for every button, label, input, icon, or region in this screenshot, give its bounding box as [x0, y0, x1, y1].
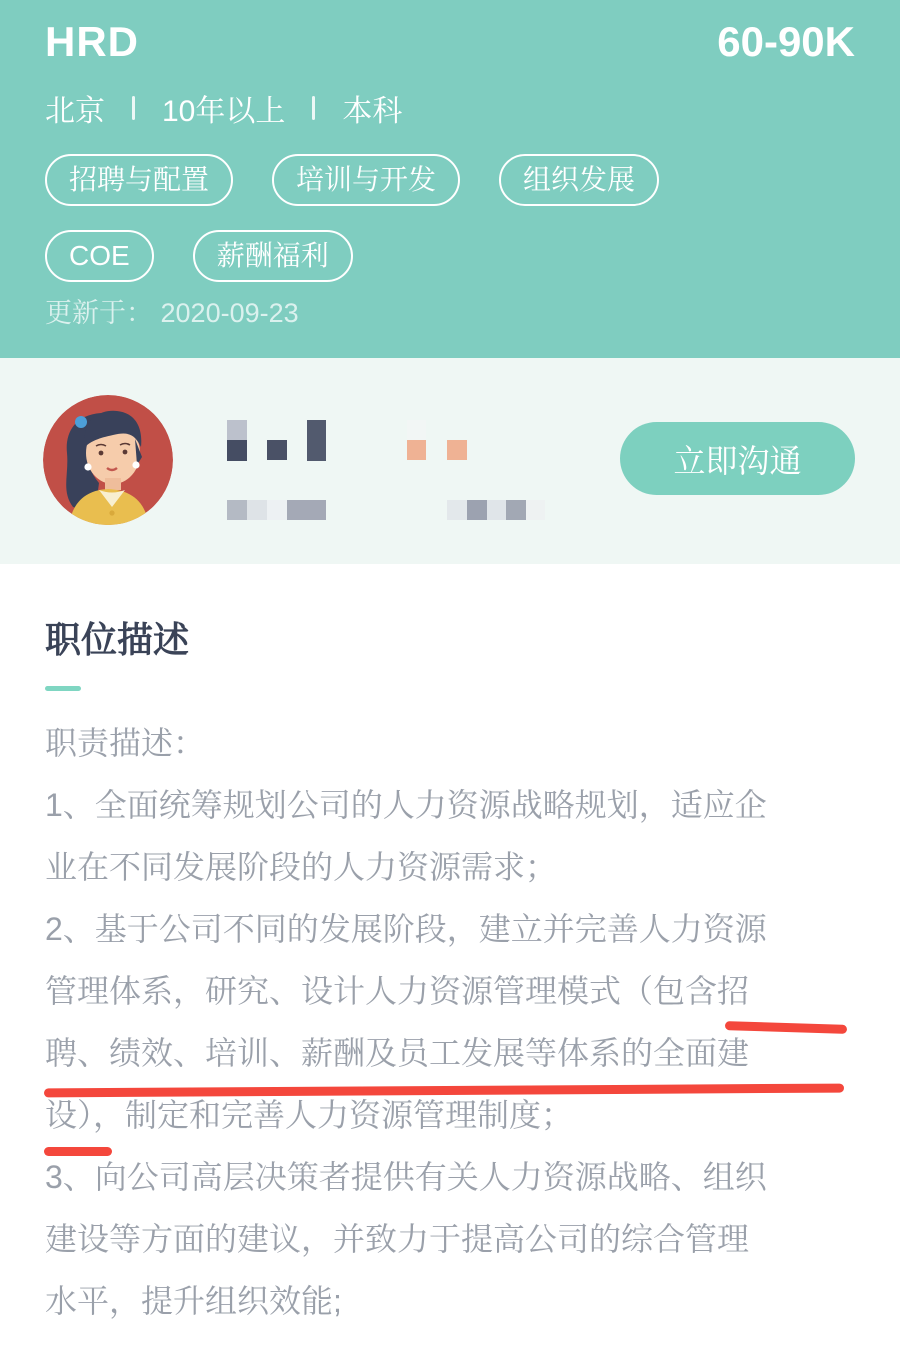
salary-range: 60-90K: [717, 18, 855, 65]
tag-recruiting: 招聘与配置: [45, 154, 233, 206]
meta-separator: [132, 96, 135, 120]
recruiter-card: [0, 358, 900, 564]
skill-tags: [45, 154, 855, 282]
redacted-company-text: [227, 500, 326, 520]
redacted-company-text: [447, 500, 545, 520]
redacted-block: [407, 440, 426, 460]
job-header: [0, 0, 900, 358]
tag-coe: COE: [45, 230, 154, 282]
desc-line: 3、向公司高层决策者提供有关人力资源战略、组织: [45, 1159, 767, 1195]
redacted-block: [267, 440, 287, 460]
redacted-block: [447, 440, 467, 460]
chat-now-button[interactable]: 立即沟通: [620, 422, 855, 495]
desc-line: 聘、绩效、培训、薪酬及员工发展等体系的全面建: [45, 1035, 750, 1071]
tag-compensation: 薪酬福利: [193, 230, 353, 282]
redacted-block: [227, 440, 247, 461]
redacted-block: [227, 420, 247, 440]
meta-separator: [312, 96, 315, 120]
meta-education: 本科: [342, 95, 403, 128]
recruiter-avatar[interactable]: [43, 395, 173, 525]
meta-city: 北京: [45, 95, 105, 128]
desc-line: 2、基于公司不同的发展阶段，建立并完善人力资源: [45, 911, 767, 947]
section-title-accent-dash: [45, 686, 81, 691]
red-underline-annotation: [44, 1147, 112, 1156]
tag-org-development: 组织发展: [499, 154, 659, 206]
job-title: HRD: [45, 18, 139, 65]
desc-line: 1、全面统筹规划公司的人力资源战略规划，适应企: [45, 787, 767, 823]
desc-line: 管理体系，研究、设计人力资源管理模式（包含招: [45, 973, 750, 1009]
desc-line: 水平，提升组织效能;: [45, 1283, 342, 1319]
job-meta-row: [45, 86, 402, 130]
redacted-block: [407, 420, 426, 440]
updated-date: 更新于： 2020-09-23: [45, 298, 299, 328]
female-avatar-illustration: [43, 395, 173, 525]
meta-experience: 10年以上: [162, 95, 286, 128]
section-title: 职位描述: [45, 619, 190, 660]
desc-line: 建设等方面的建议，并致力于提高公司的综合管理: [45, 1221, 750, 1257]
desc-line: 职责描述：: [45, 725, 206, 761]
redacted-block: [307, 420, 326, 461]
job-description-section: [0, 564, 900, 1346]
desc-line: 业在不同发展阶段的人力资源需求；: [45, 849, 558, 885]
tag-training: 培训与开发: [272, 154, 460, 206]
desc-line: 设），制定和完善人力资源管理制度；: [45, 1097, 574, 1133]
